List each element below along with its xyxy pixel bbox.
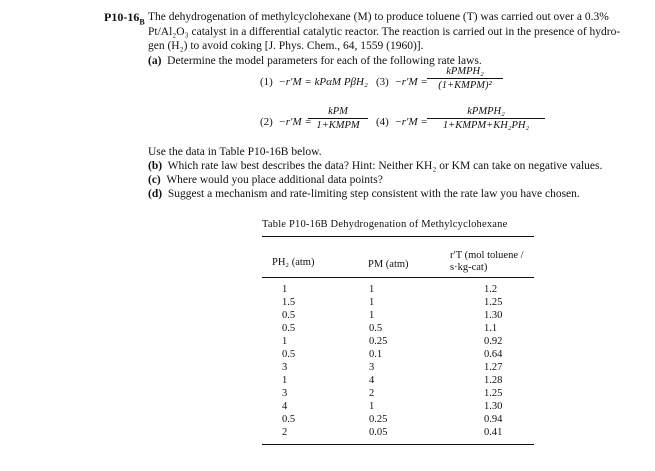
rate-law-1: (1) −r′M = kPαM PβH₂ <box>260 76 368 88</box>
table-cell-rt: 1.27 <box>484 362 503 373</box>
table-cell-ph2: 3 <box>282 362 288 373</box>
table-cell-rt: 1.2 <box>484 284 498 295</box>
header-pm: PM (atm) <box>368 259 409 270</box>
table-cell-ph2: 0.5 <box>282 323 296 334</box>
header-ph2: PH₂ (atm) <box>272 257 315 268</box>
part-d: (d) Suggest a mechanism and rate-limiting step consistent with the rate law you have chosen. <box>148 188 580 200</box>
column-ph2 <box>282 283 295 439</box>
table-header-rule <box>262 277 534 278</box>
table-cell-pm: 0.1 <box>369 349 383 360</box>
table-cell-ph2: 3 <box>282 388 288 399</box>
table-cell-pm: 3 <box>369 362 375 373</box>
table-cell-rt: 0.94 <box>484 414 503 425</box>
rate-law-3-fraction: kPMPH₂ (1+KMPM)² <box>427 66 503 91</box>
rate-law-3-lhs: (3) −r′M = <box>376 76 428 88</box>
table-cell-ph2: 1 <box>282 375 288 386</box>
table-cell-rt: 1.30 <box>484 310 503 321</box>
table-cell-rt: 1.30 <box>484 401 503 412</box>
statement-line-1: The dehydrogenation of methylcyclohexane (M) to produce toluene (T) was carried out over a 0.3% <box>148 11 609 23</box>
part-c: (c) Where would you place additional data points? <box>148 174 383 186</box>
use-data-line: Use the data in Table P10-16B below. <box>148 146 322 158</box>
part-b: (b) Which rate law best describes the data? Hint: Neither KH₂ or KM can take on negative values. <box>148 160 603 172</box>
table-cell-pm: 2 <box>369 388 375 399</box>
rate-law-4-lhs: (4) −r′M = <box>376 116 428 128</box>
table-cell-rt: 1.25 <box>484 388 503 399</box>
table-cell-ph2: 0.5 <box>282 310 296 321</box>
rate-law-2-lhs: (2) −r′M = <box>260 116 312 128</box>
table-title: Table P10-16B Dehydrogenation of Methylcyclohexane <box>262 219 508 230</box>
table-cell-ph2: 2 <box>282 427 288 438</box>
statement-line-2: Pt/Al₂O₃ catalyst in a differential catalytic reactor. The reaction is carried out in the presence of hydro- <box>148 25 621 38</box>
table-cell-ph2: 0.5 <box>282 349 296 360</box>
problem-statement <box>148 10 648 54</box>
table-cell-pm: 0.25 <box>369 414 388 425</box>
table-cell-pm: 1 <box>369 401 375 412</box>
rate-law-2-fraction: kPM 1+KMPM <box>308 106 368 131</box>
table-cell-pm: 1 <box>369 297 375 308</box>
rate-law-4-fraction: kPMPH₂ 1+KMPM+KH₂PH₂ <box>427 106 545 131</box>
table-cell-rt: 0.64 <box>484 349 503 360</box>
part-a: (a) Determine the model parameters for each of the following rate laws. <box>148 55 482 67</box>
table-bottom-rule <box>262 444 534 445</box>
table-cell-pm: 1 <box>369 284 375 295</box>
table-cell-pm: 0.05 <box>369 427 388 438</box>
table-cell-rt: 1.28 <box>484 375 503 386</box>
column-rt <box>484 283 502 439</box>
table-cell-ph2: 1 <box>282 284 288 295</box>
table-cell-rt: 1.25 <box>484 297 503 308</box>
table-cell-rt: 1.1 <box>484 323 498 334</box>
table-cell-pm: 4 <box>369 375 375 386</box>
table-cell-rt: 0.92 <box>484 336 503 347</box>
column-pm <box>369 283 387 439</box>
table-cell-rt: 0.41 <box>484 427 503 438</box>
table-cell-pm: 1 <box>369 310 375 321</box>
statement-line-3: gen (H₂) to avoid coking [J. Phys. Chem., 64, 1559 (1960)]. <box>148 40 424 53</box>
header-rt: r′T (mol toluene / s·kg-cat) <box>450 250 524 273</box>
table-cell-ph2: 1 <box>282 336 288 347</box>
table-cell-ph2: 4 <box>282 401 288 412</box>
problem-number: $P10-16_B$ <box>104 10 145 27</box>
table-cell-pm: 0.25 <box>369 336 388 347</box>
table-cell-ph2: 0.5 <box>282 414 296 425</box>
table-cell-pm: 0.5 <box>369 323 383 334</box>
table-cell-ph2: 1.5 <box>282 297 296 308</box>
table-top-rule <box>262 236 534 237</box>
